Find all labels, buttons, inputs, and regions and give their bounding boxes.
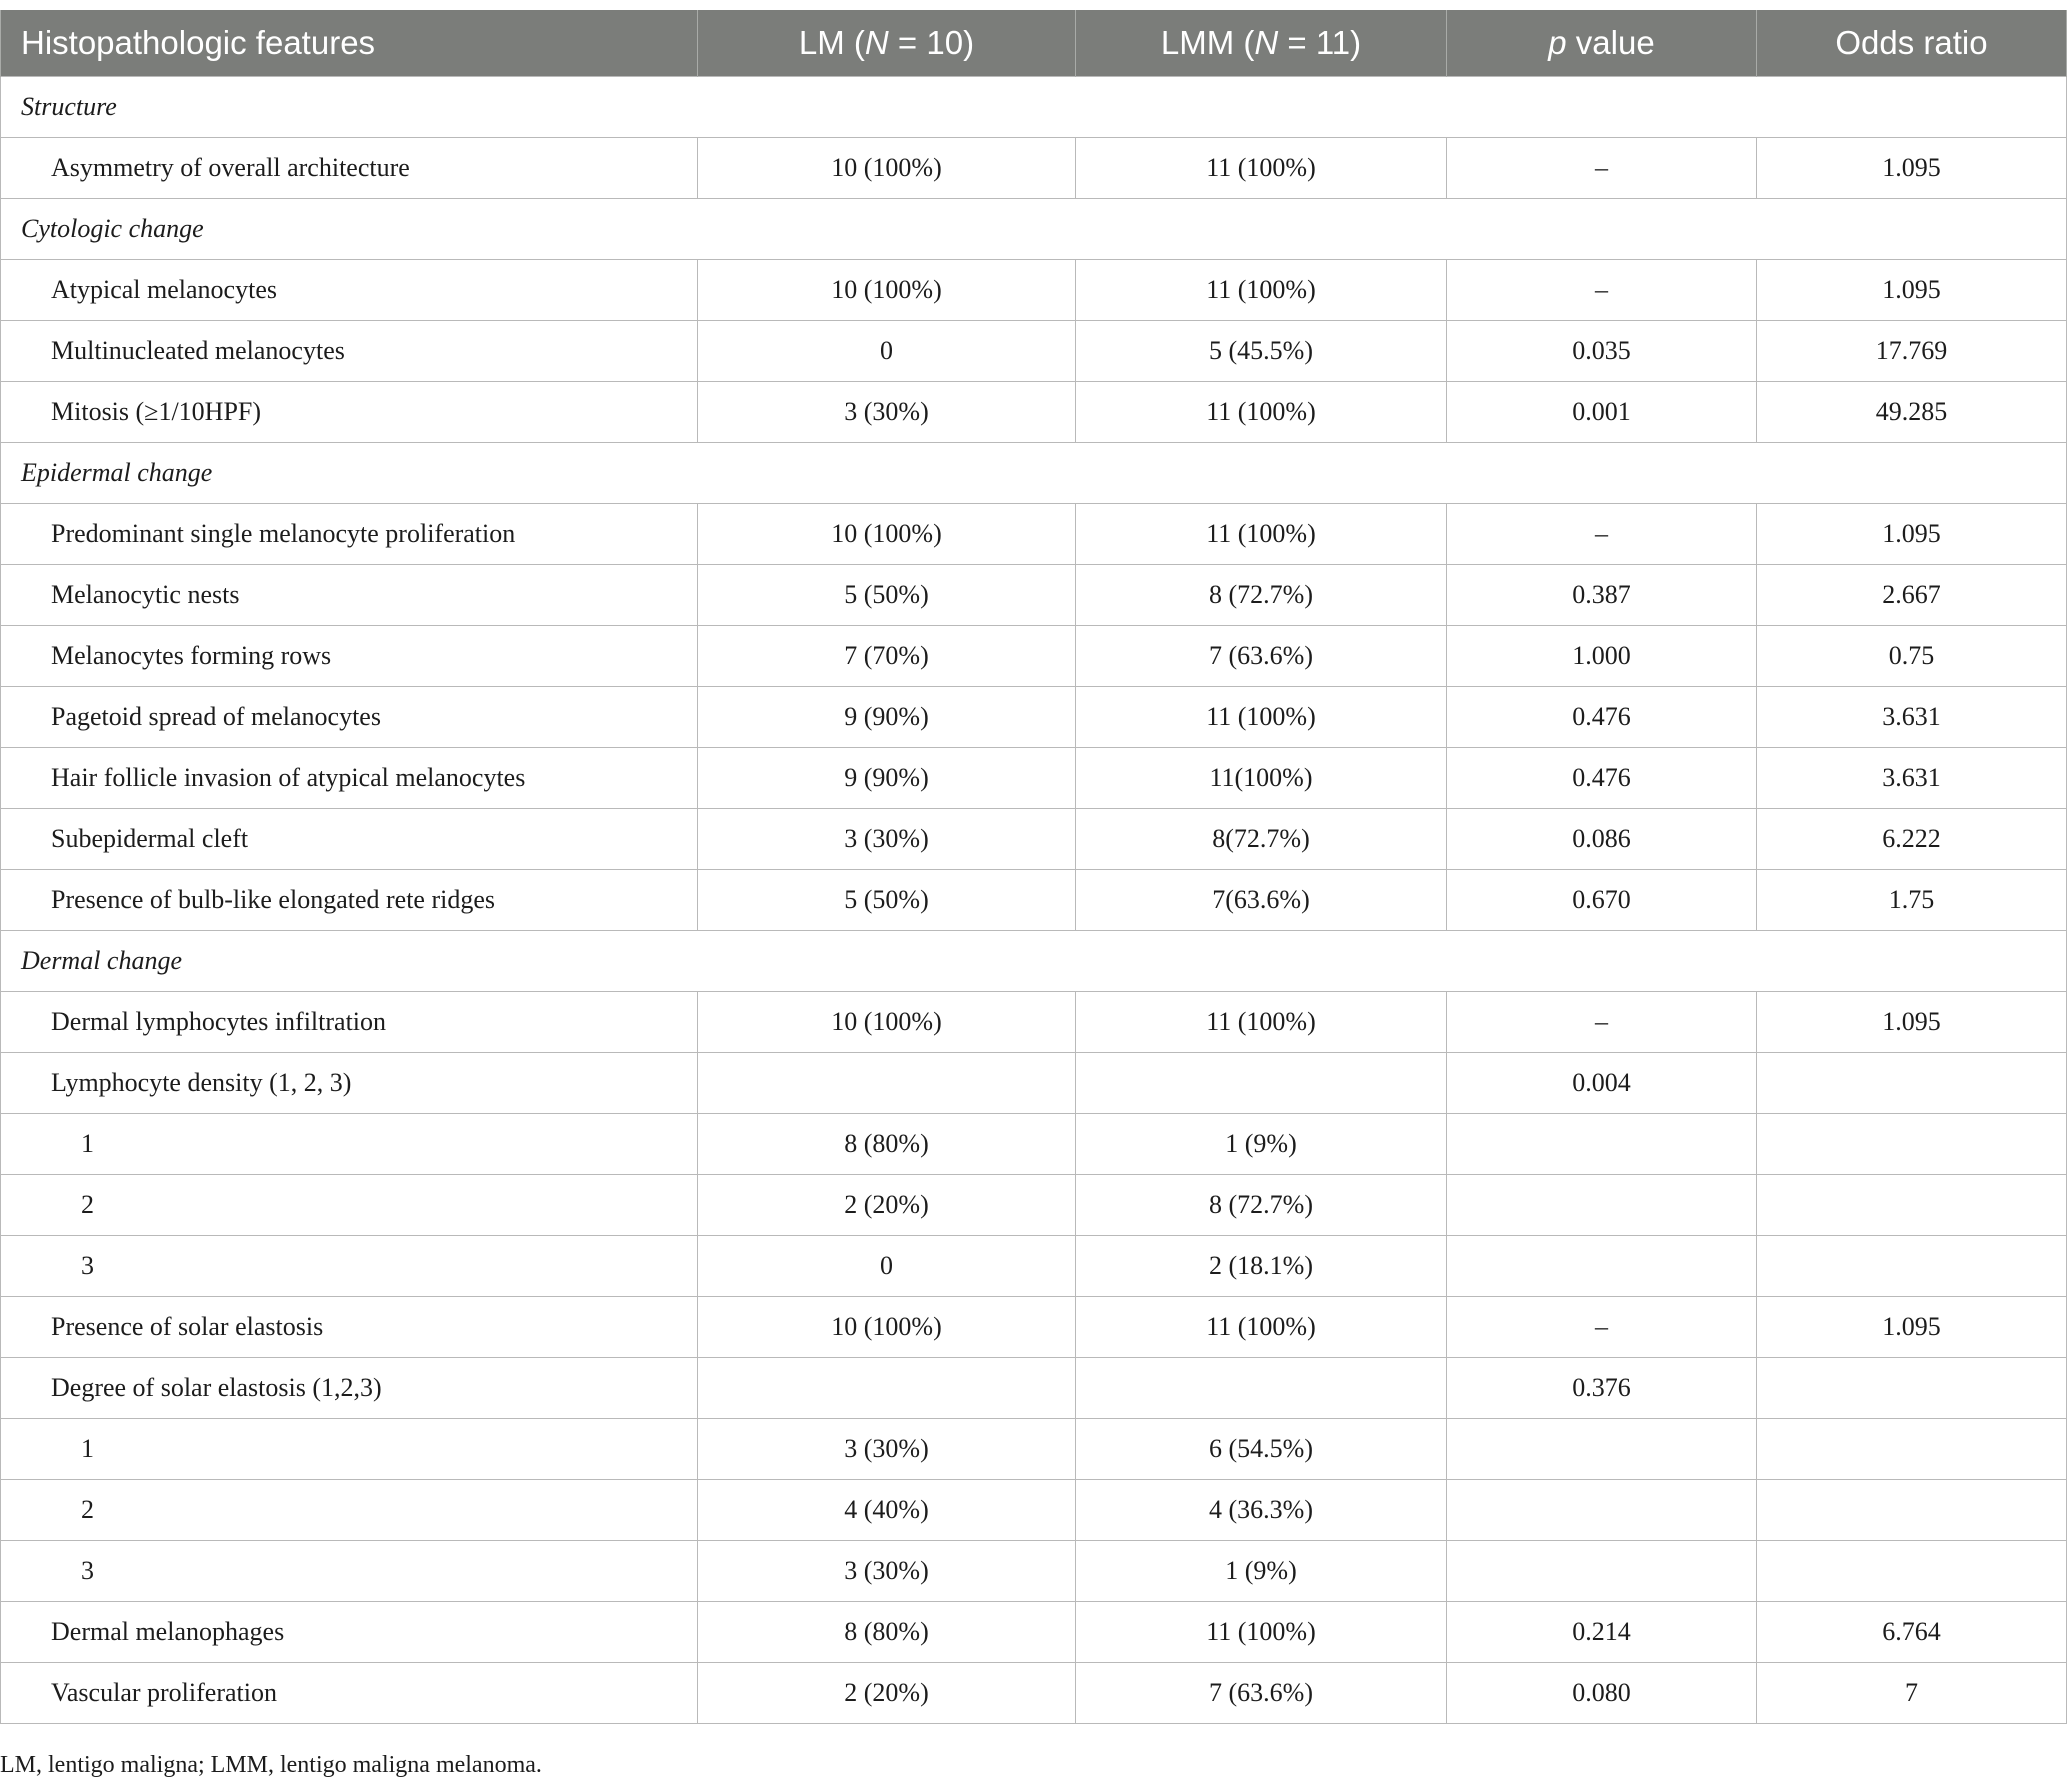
cell-lm: 2 (20%) [698,1663,1076,1724]
header-p-var: p [1548,24,1567,61]
cell-lm: 3 (30%) [698,382,1076,443]
cell-lm: 10 (100%) [698,1297,1076,1358]
cell-lmm: 6 (54.5%) [1076,1419,1447,1480]
cell-p-value: 0.086 [1447,809,1757,870]
header-features-label: Histopathologic features [21,24,376,61]
cell-feature: Atypical melanocytes [1,260,698,321]
header-lmm [1076,10,1447,77]
cell-lmm: 8 (72.7%) [1076,1175,1447,1236]
cell-lm: 8 (80%) [698,1114,1076,1175]
header-row [1,10,2067,77]
cell-feature: Melanocytic nests [1,565,698,626]
cell-p-value: – [1447,260,1757,321]
cell-feature: Dermal melanophages [1,1602,698,1663]
cell-lmm: 7 (63.6%) [1076,626,1447,687]
cell-odds-ratio [1757,1541,2067,1602]
cell-p-value [1447,1236,1757,1297]
subcategory-row [1,1541,2067,1602]
cell-lmm: 11 (100%) [1076,260,1447,321]
feature-row [1,382,2067,443]
header-p-post: value [1566,24,1655,61]
cell-lm: 5 (50%) [698,870,1076,931]
cell-odds-ratio: 1.095 [1757,1297,2067,1358]
cell-odds-ratio [1757,1114,2067,1175]
cell-feature: Presence of bulb-like elongated rete ridges [1,870,698,931]
cell-odds-ratio [1757,1358,2067,1419]
section-label: Dermal change [1,931,2067,992]
cell-odds-ratio: 1.095 [1757,138,2067,199]
cell-feature: 3 [1,1236,698,1297]
section-label: Structure [1,77,2067,138]
header-odds-ratio-label: Odds ratio [1835,24,1988,61]
header-p-value [1447,10,1757,77]
cell-p-value: 0.004 [1447,1053,1757,1114]
cell-feature: Degree of solar elastosis (1,2,3) [1,1358,698,1419]
feature-row [1,565,2067,626]
section-row [1,931,2067,992]
cell-p-value [1447,1541,1757,1602]
cell-feature: Hair follicle invasion of atypical melanocytes [1,748,698,809]
header-lmm-post: = 11) [1278,24,1362,61]
cell-lmm: 8 (72.7%) [1076,565,1447,626]
cell-lm: 10 (100%) [698,260,1076,321]
cell-feature: 1 [1,1114,698,1175]
cell-p-value: 0.035 [1447,321,1757,382]
feature-row [1,1053,2067,1114]
cell-odds-ratio: 6.764 [1757,1602,2067,1663]
cell-odds-ratio [1757,1236,2067,1297]
cell-p-value: 0.387 [1447,565,1757,626]
cell-lm: 8 (80%) [698,1602,1076,1663]
cell-feature: Lymphocyte density (1, 2, 3) [1,1053,698,1114]
feature-row [1,687,2067,748]
cell-feature: Subepidermal cleft [1,809,698,870]
cell-lmm: 11 (100%) [1076,992,1447,1053]
cell-lm: 9 (90%) [698,748,1076,809]
cell-p-value: 1.000 [1447,626,1757,687]
feature-row [1,260,2067,321]
cell-feature: Melanocytes forming rows [1,626,698,687]
cell-lm: 3 (30%) [698,809,1076,870]
section-row [1,199,2067,260]
subcategory-row [1,1175,2067,1236]
table-body [1,77,2067,1724]
feature-row [1,138,2067,199]
cell-lm: 10 (100%) [698,504,1076,565]
subcategory-row [1,1114,2067,1175]
cell-feature: 1 [1,1419,698,1480]
cell-p-value: – [1447,1297,1757,1358]
header-odds-ratio [1757,10,2067,77]
cell-lmm: 1 (9%) [1076,1541,1447,1602]
header-features [1,10,698,77]
cell-feature: Predominant single melanocyte proliferation [1,504,698,565]
cell-lmm [1076,1358,1447,1419]
cell-lm: 9 (90%) [698,687,1076,748]
cell-p-value [1447,1114,1757,1175]
cell-lmm: 8(72.7%) [1076,809,1447,870]
cell-p-value: 0.476 [1447,687,1757,748]
cell-odds-ratio [1757,1175,2067,1236]
cell-p-value: 0.001 [1447,382,1757,443]
cell-lm: 0 [698,1236,1076,1297]
cell-lm: 10 (100%) [698,992,1076,1053]
cell-lm: 3 (30%) [698,1419,1076,1480]
cell-lm: 2 (20%) [698,1175,1076,1236]
cell-lmm: 7(63.6%) [1076,870,1447,931]
cell-lmm: 11 (100%) [1076,382,1447,443]
cell-lmm: 11 (100%) [1076,138,1447,199]
header-lmm-var: N [1254,24,1279,61]
cell-lm [698,1358,1076,1419]
cell-feature: Vascular proliferation [1,1663,698,1724]
cell-odds-ratio: 2.667 [1757,565,2067,626]
header-lm-post: = 10) [888,24,975,61]
cell-lmm [1076,1053,1447,1114]
cell-lmm: 11 (100%) [1076,504,1447,565]
cell-p-value: 0.214 [1447,1602,1757,1663]
cell-lmm: 11(100%) [1076,748,1447,809]
subcategory-row [1,1236,2067,1297]
cell-feature: Multinucleated melanocytes [1,321,698,382]
cell-odds-ratio [1757,1053,2067,1114]
feature-row [1,1297,2067,1358]
cell-p-value: 0.376 [1447,1358,1757,1419]
histopathology-table [0,10,2067,1724]
cell-lmm: 2 (18.1%) [1076,1236,1447,1297]
cell-feature: Pagetoid spread of melanocytes [1,687,698,748]
cell-odds-ratio: 1.095 [1757,504,2067,565]
cell-odds-ratio: 3.631 [1757,687,2067,748]
cell-odds-ratio [1757,1419,2067,1480]
cell-feature: Dermal lymphocytes infiltration [1,992,698,1053]
cell-lmm: 5 (45.5%) [1076,321,1447,382]
feature-row [1,870,2067,931]
cell-odds-ratio: 1.095 [1757,992,2067,1053]
cell-p-value: – [1447,992,1757,1053]
subcategory-row [1,1419,2067,1480]
header-lm-var: N [864,24,889,61]
cell-feature: 3 [1,1541,698,1602]
feature-row [1,626,2067,687]
section-label: Epidermal change [1,443,2067,504]
header-lm [698,10,1076,77]
cell-p-value: – [1447,138,1757,199]
cell-p-value [1447,1419,1757,1480]
cell-odds-ratio: 0.75 [1757,626,2067,687]
cell-p-value: 0.476 [1447,748,1757,809]
section-row [1,77,2067,138]
feature-row [1,748,2067,809]
section-row [1,443,2067,504]
feature-row [1,1602,2067,1663]
cell-odds-ratio: 1.095 [1757,260,2067,321]
cell-odds-ratio: 3.631 [1757,748,2067,809]
table-header [1,10,2067,77]
cell-lm: 10 (100%) [698,138,1076,199]
feature-row [1,1663,2067,1724]
cell-feature: 2 [1,1175,698,1236]
cell-lm [698,1053,1076,1114]
cell-odds-ratio: 7 [1757,1663,2067,1724]
cell-lm: 7 (70%) [698,626,1076,687]
cell-odds-ratio: 49.285 [1757,382,2067,443]
cell-lmm: 4 (36.3%) [1076,1480,1447,1541]
cell-p-value [1447,1175,1757,1236]
header-lmm-pre: LMM ( [1160,24,1255,61]
cell-lmm: 11 (100%) [1076,1602,1447,1663]
feature-row [1,321,2067,382]
cell-p-value: 0.670 [1447,870,1757,931]
cell-feature: Mitosis (≥1/10HPF) [1,382,698,443]
cell-lmm: 1 (9%) [1076,1114,1447,1175]
feature-row [1,809,2067,870]
cell-lmm: 7 (63.6%) [1076,1663,1447,1724]
feature-row [1,1358,2067,1419]
cell-odds-ratio: 6.222 [1757,809,2067,870]
cell-feature: 2 [1,1480,698,1541]
cell-p-value: 0.080 [1447,1663,1757,1724]
cell-lm: 3 (30%) [698,1541,1076,1602]
feature-row [1,504,2067,565]
subcategory-row [1,1480,2067,1541]
cell-lmm: 11 (100%) [1076,1297,1447,1358]
cell-lm: 5 (50%) [698,565,1076,626]
cell-lmm: 11 (100%) [1076,687,1447,748]
cell-odds-ratio: 17.769 [1757,321,2067,382]
cell-lm: 0 [698,321,1076,382]
header-lm-pre: LM ( [798,24,865,61]
table-footnote: LM, lentigo maligna; LMM, lentigo maligna melanoma. [0,1752,542,1778]
cell-p-value [1447,1480,1757,1541]
cell-p-value: – [1447,504,1757,565]
cell-feature: Asymmetry of overall architecture [1,138,698,199]
cell-lm: 4 (40%) [698,1480,1076,1541]
table-container [0,10,2067,1724]
cell-feature: Presence of solar elastosis [1,1297,698,1358]
section-label: Cytologic change [1,199,2067,260]
cell-odds-ratio: 1.75 [1757,870,2067,931]
cell-odds-ratio [1757,1480,2067,1541]
feature-row [1,992,2067,1053]
